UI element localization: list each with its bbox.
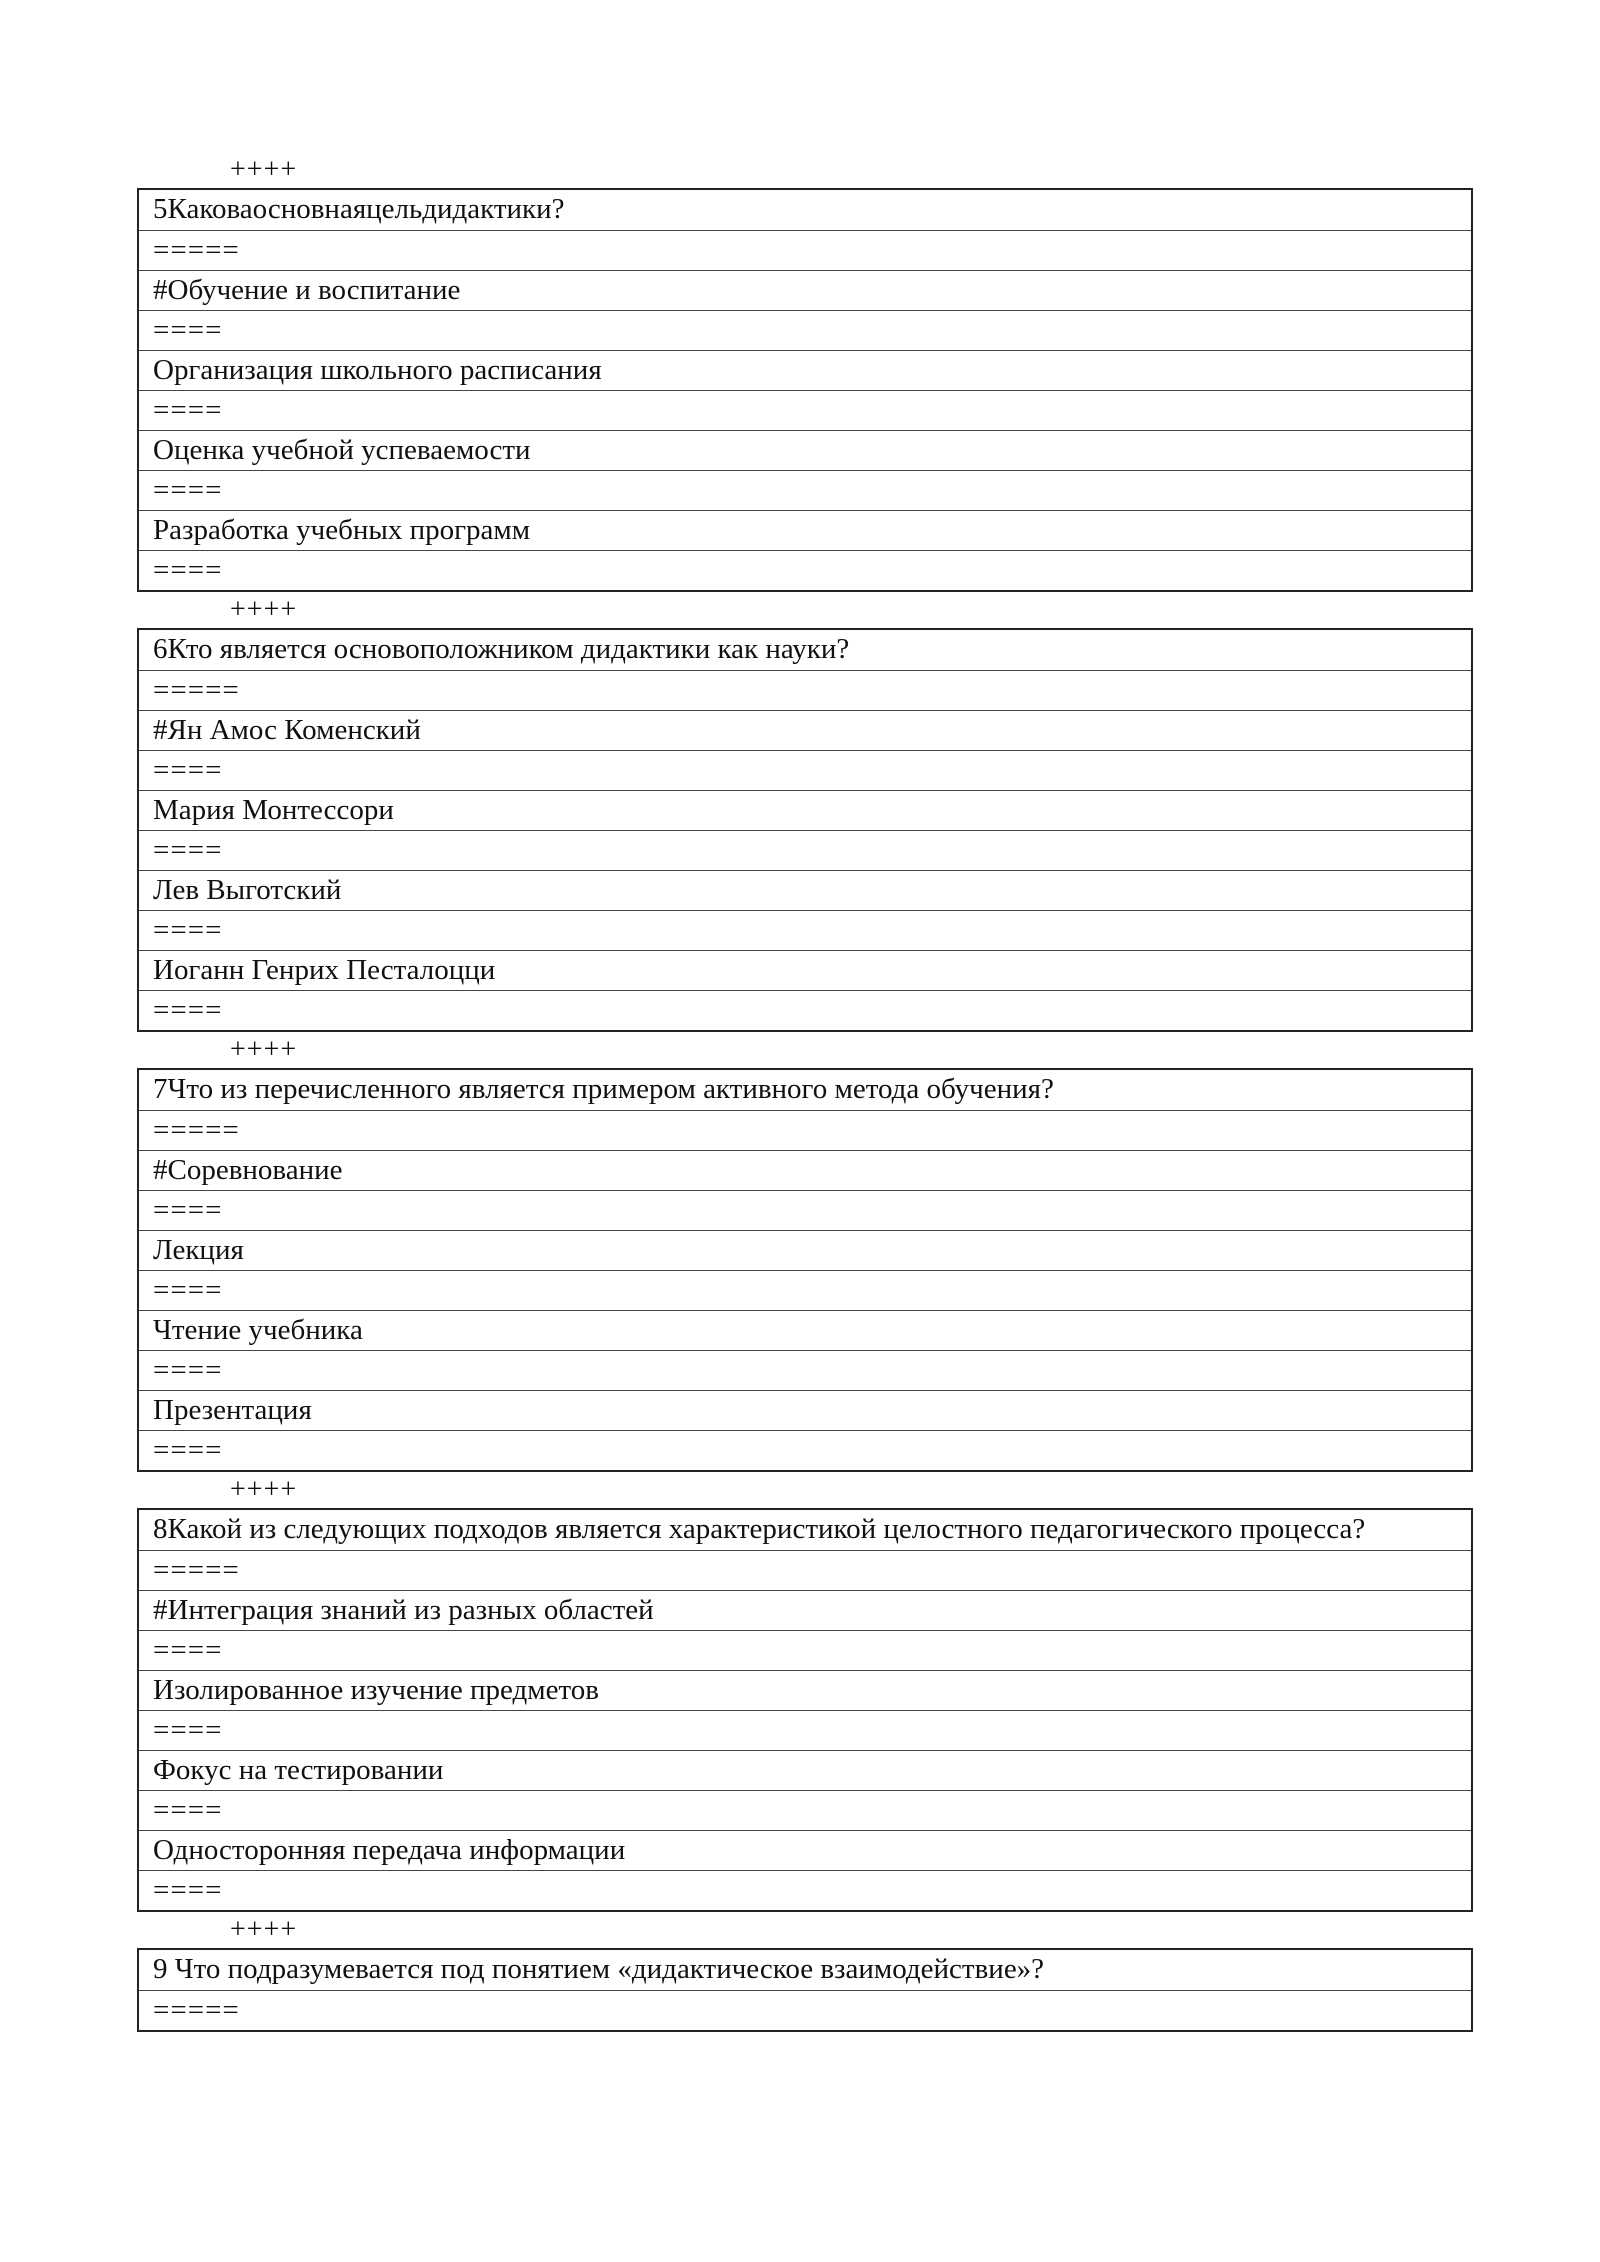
- answer-delimiter: ====: [139, 1790, 1471, 1830]
- answer-delimiter: ====: [139, 1630, 1471, 1670]
- separator-2: ++++: [230, 594, 298, 625]
- answer-delimiter: ====: [139, 470, 1471, 510]
- separator-3: ++++: [230, 1034, 298, 1065]
- separator-5: ++++: [230, 1914, 298, 1945]
- answer-option: Мария Монтессори: [139, 790, 1471, 830]
- answer-delimiter: =====: [139, 230, 1471, 270]
- answer-delimiter: ====: [139, 550, 1471, 590]
- question-text: 6Кто является основоположником дидактики как науки?: [153, 633, 850, 665]
- answer-option: Разработка учебных программ: [139, 510, 1471, 550]
- answer-option: Односторонняя передача информации: [139, 1830, 1471, 1870]
- answer-option: Лев Выготский: [139, 870, 1471, 910]
- answer-delimiter: ====: [139, 390, 1471, 430]
- answer-option: Лекция: [139, 1230, 1471, 1270]
- separator-4: ++++: [230, 1474, 298, 1505]
- answer-option: Презентация: [139, 1390, 1471, 1430]
- answer-option: Иоганн Генрих Песталоцци: [139, 950, 1471, 990]
- answer-delimiter: ====: [139, 990, 1471, 1030]
- question-block-7: [137, 1068, 1473, 1472]
- document-page: [137, 152, 1473, 2032]
- answer-delimiter: ====: [139, 1190, 1471, 1230]
- answer-delimiter: ====: [139, 1710, 1471, 1750]
- answer-delimiter: ====: [139, 310, 1471, 350]
- answer-delimiter: ====: [139, 1270, 1471, 1310]
- answer-delimiter: =====: [139, 1110, 1471, 1150]
- question-text: 5Каковаосновнаяцельдидактики?: [153, 193, 565, 225]
- question-text: 9 Что подразумевается под понятием «дидактическое взаимодействие»?: [153, 1953, 1045, 1985]
- answer-option: Изолированное изучение предметов: [139, 1670, 1471, 1710]
- answer-correct: #Ян Амос Коменский: [139, 710, 1471, 750]
- answer-delimiter: =====: [139, 670, 1471, 710]
- answer-correct: #Интеграция знаний из разных областей: [139, 1590, 1471, 1630]
- answer-delimiter: ====: [139, 750, 1471, 790]
- answer-option: Оценка учебной успеваемости: [139, 430, 1471, 470]
- question-block-6: [137, 628, 1473, 1032]
- question-block-5: [137, 188, 1473, 592]
- question-text: 8Какой из следующих подходов является характеристикой целостного педагогического процесса?: [153, 1513, 1366, 1545]
- answer-delimiter: ====: [139, 1430, 1471, 1470]
- answer-option: Чтение учебника: [139, 1310, 1471, 1350]
- answer-correct: #Обучение и воспитание: [139, 270, 1471, 310]
- answer-option: Фокус на тестировании: [139, 1750, 1471, 1790]
- answer-delimiter: ====: [139, 1870, 1471, 1910]
- answer-delimiter: ====: [139, 1350, 1471, 1390]
- answer-option: Организация школьного расписания: [139, 350, 1471, 390]
- answer-correct: #Соревнование: [139, 1150, 1471, 1190]
- question-block-9: [137, 1948, 1473, 2032]
- question-text: 7Что из перечисленного является примером активного метода обучения?: [153, 1073, 1054, 1105]
- answer-delimiter: =====: [139, 1550, 1471, 1590]
- answer-delimiter: ====: [139, 910, 1471, 950]
- answer-delimiter: ====: [139, 830, 1471, 870]
- separator-1: ++++: [230, 154, 298, 185]
- answer-delimiter: =====: [139, 1990, 1471, 2030]
- question-block-8: [137, 1508, 1473, 1912]
